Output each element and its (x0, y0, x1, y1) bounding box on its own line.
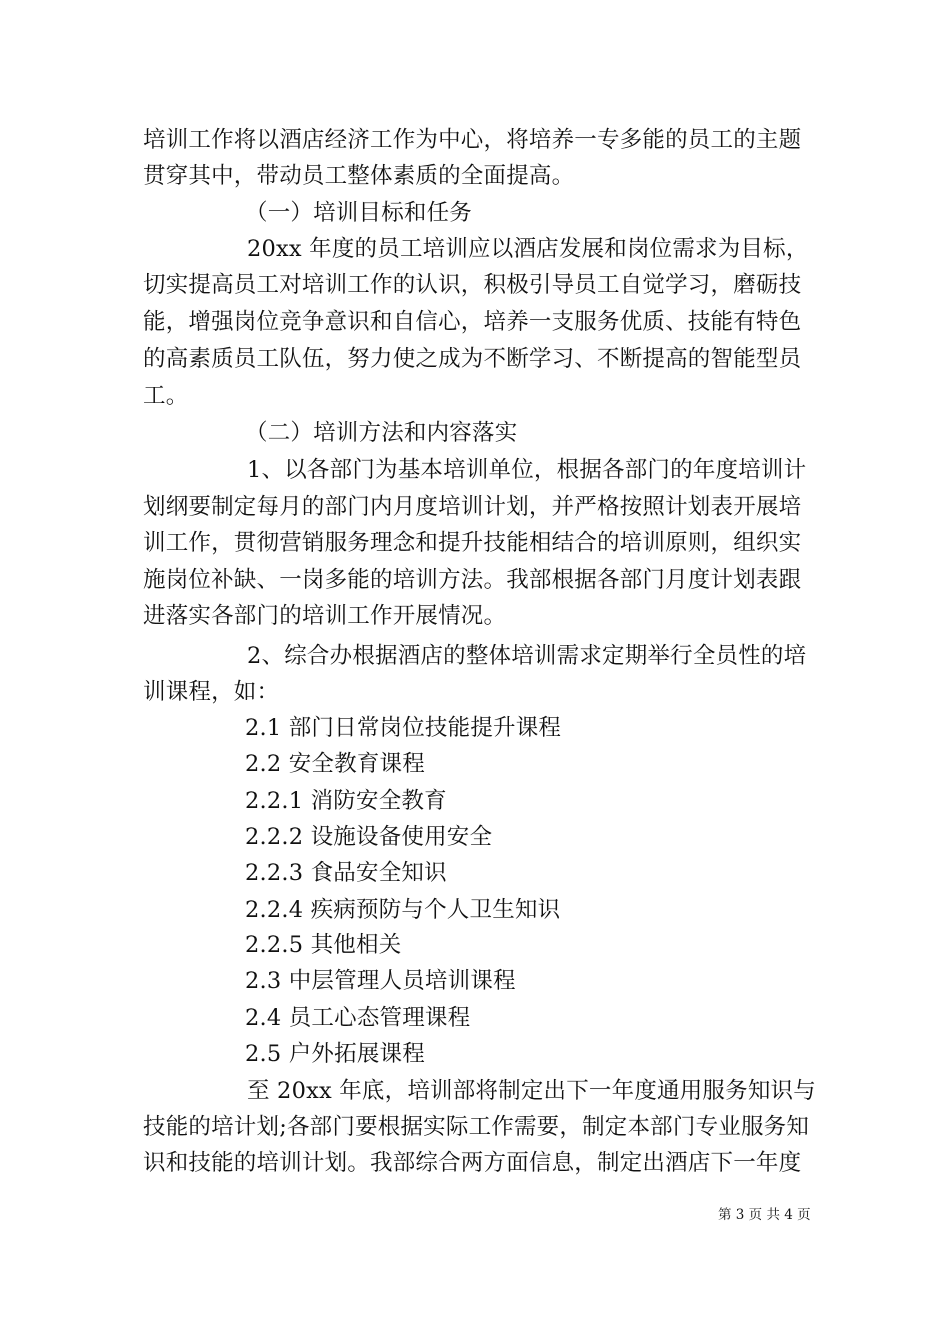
paragraph-line: 施岗位补缺、一岗多能的培训方法。我部根据各部门月度计划表跟 (143, 567, 802, 593)
paragraph-line: 1、以各部门为基本培训单位，根据各部门的年度培训计 (247, 457, 807, 483)
list-item: 2.2.3 食品安全知识 (245, 860, 447, 886)
paragraph-line: 能，增强岗位竞争意识和自信心，培养一支服务优质、技能有特色 (143, 309, 802, 335)
paragraph-line: 切实提高员工对培训工作的认识，积极引导员工自觉学习，磨砺技 (143, 272, 802, 298)
section-heading: （二）培训方法和内容落实 (245, 420, 518, 446)
paragraph-line: 训工作，贯彻营销服务理念和提升技能相结合的培训原则，组织实 (143, 530, 802, 556)
paragraph-line: 识和技能的培训计划。我部综合两方面信息，制定出酒店下一年度 (143, 1150, 802, 1176)
paragraph-line: 技能的培计划;各部门要根据实际工作需要，制定本部门专业服务知 (143, 1114, 810, 1140)
paragraph-line: 划纲要制定每月的部门内月度培训计划，并严格按照计划表开展培 (143, 494, 802, 520)
paragraph-line: 至 20xx 年底，培训部将制定出下一年度通用服务知识与 (247, 1078, 816, 1104)
list-item: 2.2.4 疾病预防与个人卫生知识 (245, 897, 561, 923)
paragraph-line: 贯穿其中，带动员工整体素质的全面提高。 (143, 163, 575, 189)
paragraph-line: 培训工作将以酒店经济工作为中心，将培养一专多能的员工的主题 (143, 127, 802, 153)
paragraph-line: 训课程，如： (143, 679, 280, 705)
list-item: 2.2.1 消防安全教育 (245, 788, 447, 814)
paragraph-line: 进落实各部门的培训工作开展情况。 (143, 603, 507, 629)
list-item: 2.2.2 设施设备使用安全 (245, 824, 493, 850)
paragraph-line: 20xx 年度的员工培训应以酒店发展和岗位需求为目标， (247, 236, 809, 262)
list-item: 2.5 户外拓展课程 (245, 1041, 425, 1067)
paragraph-line: 工。 (143, 383, 189, 409)
list-item: 2.2 安全教育课程 (245, 751, 425, 777)
list-item: 2.4 员工心态管理课程 (245, 1005, 471, 1031)
page-number: 第 3 页 共 4 页 (718, 1207, 811, 1223)
paragraph-line: 2、综合办根据酒店的整体培训需求定期举行全员性的培 (247, 643, 807, 669)
section-heading: （一）培训目标和任务 (245, 200, 473, 226)
list-item: 2.2.5 其他相关 (245, 932, 402, 958)
paragraph-line: 的高素质员工队伍，努力使之成为不断学习、不断提高的智能型员 (143, 346, 802, 372)
list-item: 2.3 中层管理人员培训课程 (245, 968, 516, 994)
list-item: 2.1 部门日常岗位技能提升课程 (245, 715, 562, 741)
